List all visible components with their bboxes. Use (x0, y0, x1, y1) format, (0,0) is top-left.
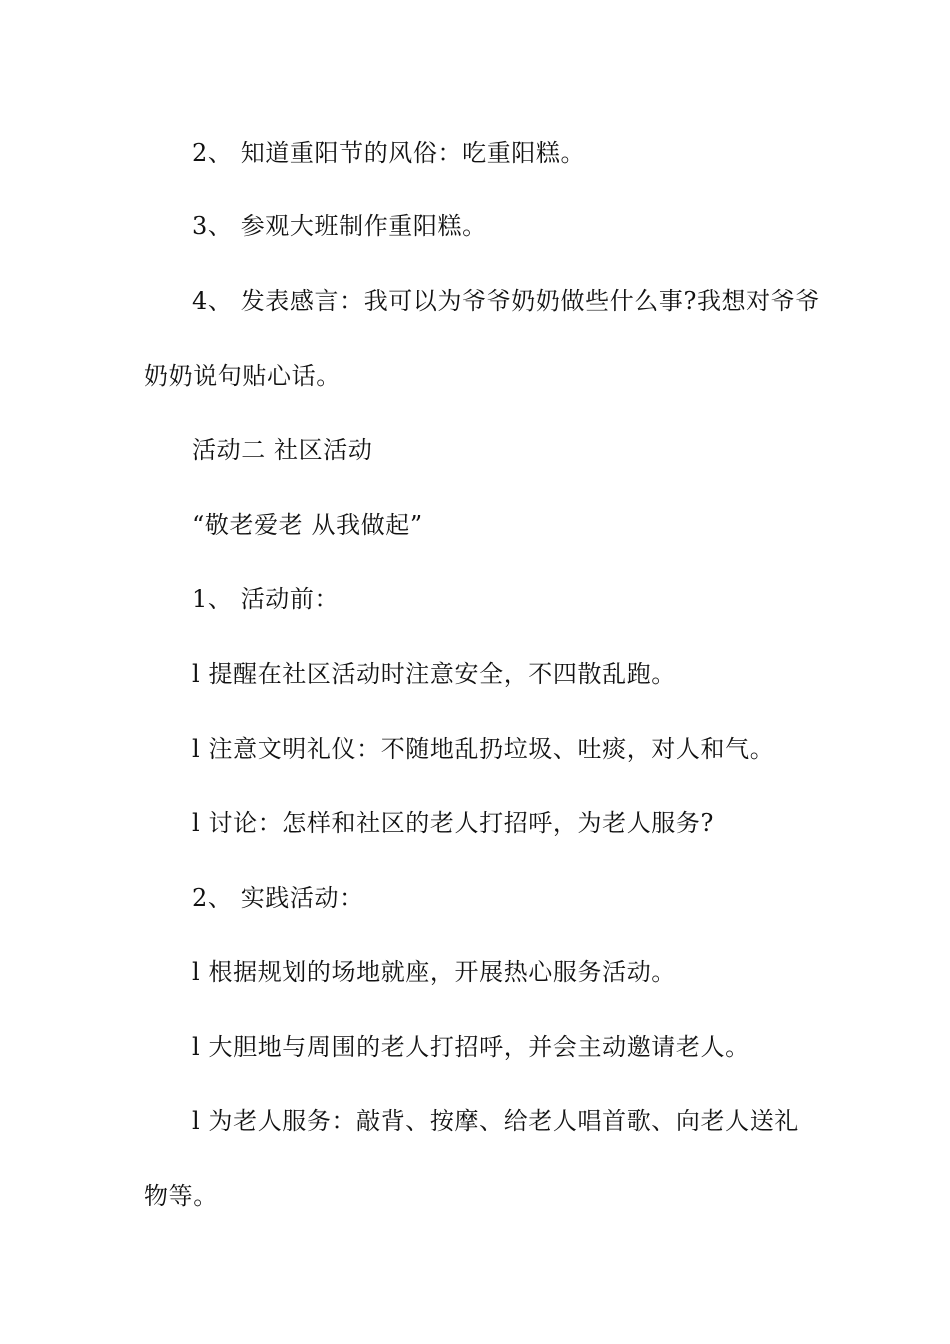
text-line: 奶奶说句贴心话。 (144, 362, 341, 390)
text-line: 3、 参观大班制作重阳糕。 (192, 212, 487, 240)
list-item: l 大胆地与周围的老人打招呼，并会主动邀请老人。 (192, 1033, 750, 1061)
list-item: l 讨论：怎样和社区的老人打招呼，为老人服务? (192, 809, 714, 837)
text-line: 2、 知道重阳节的风俗：吃重阳糕。 (192, 139, 586, 167)
text-line: 4、 发表感言：我可以为爷爷奶奶做些什么事?我想对爷爷 (192, 287, 820, 315)
list-item: l 提醒在社区活动时注意安全，不四散乱跑。 (192, 660, 676, 688)
list-item: l 为老人服务：敲背、按摩、给老人唱首歌、向老人送礼 (192, 1107, 799, 1135)
section-heading: 活动二 社区活动 (192, 436, 373, 464)
text-line: 2、 实践活动： (192, 884, 364, 912)
text-line: 物等。 (144, 1182, 218, 1210)
slogan-line: “敬老爱老 从我做起” (192, 511, 423, 539)
list-item: l 注意文明礼仪：不随地乱扔垃圾、吐痰，对人和气。 (192, 735, 775, 763)
list-item: l 根据规划的场地就座，开展热心服务活动。 (192, 958, 676, 986)
text-line: 1、 活动前： (192, 585, 340, 613)
